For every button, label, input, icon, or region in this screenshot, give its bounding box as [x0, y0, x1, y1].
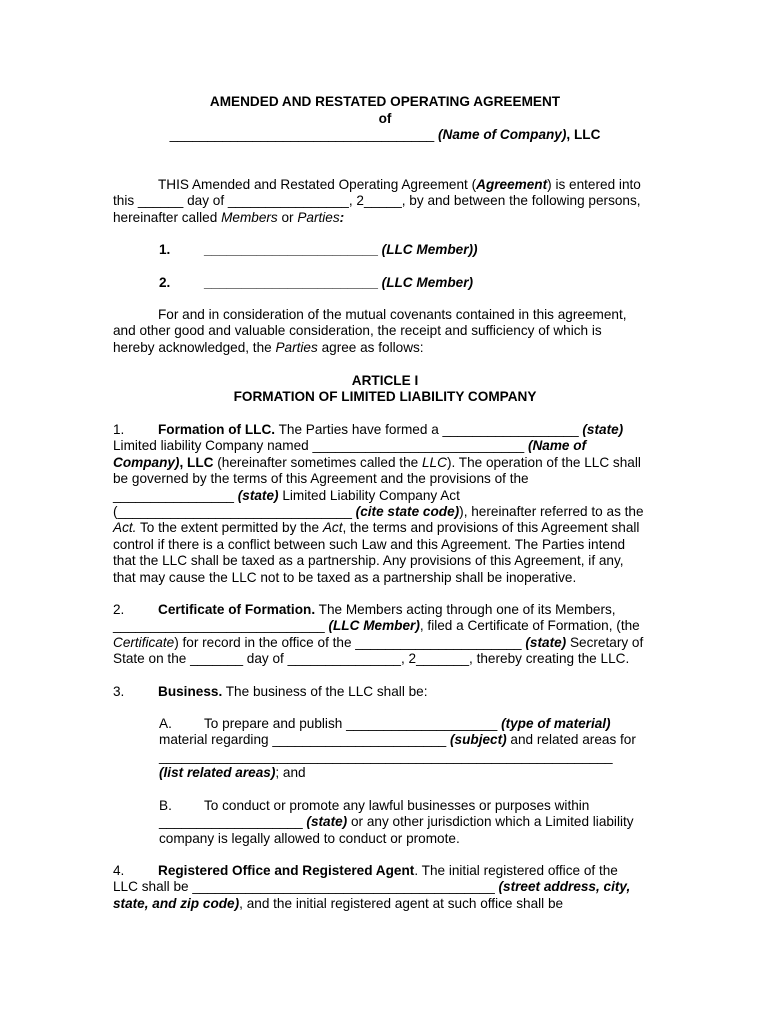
- section-text: (hereinafter sometimes called the: [213, 454, 422, 470]
- intro-text: hereinafter called: [113, 209, 222, 225]
- document-title: [0, 94, 770, 110]
- section-text: that may cause the LLC not to be taxed as a partnership shall be inoperative.: [113, 569, 577, 585]
- address-blank[interactable]: LLC shall be ________________________________________: [113, 879, 499, 895]
- parties-term: Parties: [275, 339, 318, 355]
- intro-text: THIS Amended and Restated Operating Agreement (: [158, 177, 477, 192]
- consideration-text: and other good and valuable consideration, the receipt and sufficiency of which is: [113, 323, 602, 339]
- member-number: 2.: [159, 275, 171, 290]
- section-text: State on the _______ day of _______________, 2_______, thereby creating the LLC.: [113, 651, 630, 667]
- state-blank[interactable]: ___________________: [159, 814, 307, 830]
- state-code-placeholder: (cite state code): [355, 504, 460, 520]
- section-text: Secretary of: [566, 634, 644, 650]
- consideration-text: agree as follows:: [317, 339, 424, 355]
- address-placeholder: state, and zip code): [113, 895, 240, 911]
- material-placeholder: (type of material): [501, 716, 611, 731]
- title-company-line: [0, 127, 770, 143]
- section-2-certificate: [113, 602, 658, 668]
- member-name-blank[interactable]: _______________________: [204, 275, 378, 290]
- section-text: be governed by the terms of this Agreement and the provisions of the: [113, 471, 529, 487]
- related-areas-blank[interactable]: ____________________________________________________________: [159, 748, 613, 764]
- intro-colon: :: [339, 209, 345, 225]
- state-code-blank[interactable]: (_______________________________: [113, 504, 356, 520]
- llc-suffix: , LLC: [566, 127, 601, 142]
- certificate-term: Certificate: [113, 634, 175, 650]
- title-of: [0, 111, 770, 127]
- parties-term: Parties: [297, 209, 340, 225]
- section-number: 4.: [113, 863, 125, 878]
- section-title: Registered Office and Registered Agent: [158, 863, 415, 878]
- llc-term: LLC: [422, 454, 447, 470]
- section-text: Limited Liability Company Act: [278, 487, 460, 503]
- business-item-b: [159, 798, 659, 847]
- item-label: B.: [159, 798, 172, 813]
- item-text: ; and: [275, 765, 306, 781]
- section-text: The Members acting through one of its Members,: [315, 602, 616, 617]
- member-label: (LLC Member): [381, 275, 474, 290]
- section-1-formation: [113, 422, 658, 586]
- member-entry-2: [159, 275, 659, 291]
- state-placeholder: (state): [306, 814, 348, 830]
- intro-text: or: [277, 209, 298, 225]
- item-label: A.: [159, 716, 172, 731]
- section-text: ) for record in the office of the ______________________: [174, 634, 526, 650]
- section-text: ), hereinafter referred to as the: [459, 504, 644, 520]
- section-text: that the LLC shall be taxed as a partnership. Any provisions of this Agreement, if any,: [113, 553, 624, 569]
- member-number: 1.: [159, 242, 171, 257]
- business-item-a: [159, 716, 659, 782]
- intro-paragraph: [113, 177, 658, 226]
- state-placeholder: (state): [525, 634, 567, 650]
- section-text: The business of the LLC shall be:: [222, 684, 428, 699]
- section-text: control if there is a conflict between such Law and this Agreement. The Parties intend: [113, 536, 626, 552]
- members-term: Members: [221, 209, 278, 225]
- section-text: , the terms and provisions of this Agreement shall: [342, 520, 640, 536]
- section-text: ). The operation of the LLC shall: [446, 454, 641, 470]
- section-text: , and the initial registered agent at such office shall be: [239, 895, 564, 911]
- item-text: and related areas for: [506, 732, 636, 748]
- consideration-text: hereby acknowledged, the: [113, 339, 276, 355]
- state-placeholder: (state): [582, 422, 624, 437]
- agreement-term: Agreement: [476, 177, 548, 192]
- article-subheading: [0, 389, 770, 405]
- title-line: AMENDED AND RESTATED OPERATING AGREEMENT: [209, 94, 561, 109]
- related-areas-placeholder: (list related areas): [159, 765, 276, 781]
- intro-date-line: this ______ day of ________________, 2_____, by and between the following persons,: [113, 193, 641, 209]
- section-title: Formation of LLC.: [158, 422, 276, 437]
- address-placeholder: (street address, city,: [498, 879, 631, 895]
- company-name-placeholder: (Name of: [527, 438, 587, 454]
- section-text: Limited liability Company named ____________________________: [113, 438, 528, 454]
- section-number: 2.: [113, 602, 125, 617]
- article-title: FORMATION OF LIMITED LIABILITY COMPANY: [233, 389, 537, 404]
- act-term: Act: [322, 520, 343, 536]
- article-heading: [0, 373, 770, 389]
- item-text: material regarding _______________________: [159, 732, 450, 748]
- company-name-blank[interactable]: ___________________________________: [169, 127, 435, 142]
- section-number: 3.: [113, 684, 125, 699]
- section-title: Certificate of Formation.: [158, 602, 316, 617]
- consideration-paragraph: [113, 307, 658, 356]
- llc-suffix: , LLC: [179, 454, 214, 470]
- company-name-placeholder: (Name of Company): [438, 127, 567, 142]
- section-text: To the extent permitted by the: [136, 520, 323, 536]
- intro-text: ) is entered into: [547, 177, 641, 192]
- section-text: , filed a Certificate of Formation, (the: [419, 618, 640, 634]
- title-of-text: of: [378, 111, 392, 126]
- member-name-blank[interactable]: _______________________: [204, 242, 378, 257]
- member-entry-1: [159, 242, 659, 258]
- member-name-blank[interactable]: ____________________________: [113, 618, 329, 634]
- member-placeholder: (LLC Member): [328, 618, 420, 634]
- act-term: Act.: [113, 520, 137, 536]
- member-label: (LLC Member)): [381, 242, 478, 257]
- item-text: To conduct or promote any lawful businesses or purposes within: [204, 798, 590, 813]
- item-text: To prepare and publish ____________________: [204, 716, 502, 731]
- consideration-text: For and in consideration of the mutual covenants contained in this agreement,: [158, 307, 627, 322]
- section-4-registered-office: [113, 863, 658, 912]
- section-text: . The initial registered office of the: [414, 863, 618, 878]
- subject-placeholder: (subject): [450, 732, 507, 748]
- state-blank[interactable]: ________________: [113, 487, 238, 503]
- section-number: 1.: [113, 422, 125, 437]
- state-placeholder: (state): [237, 487, 279, 503]
- section-title: Business.: [158, 684, 223, 699]
- article-number: ARTICLE I: [351, 373, 419, 388]
- company-name-placeholder: Company): [113, 454, 180, 470]
- item-text: company is legally allowed to conduct or promote.: [159, 830, 460, 846]
- item-text: or any other jurisdiction which a Limited liability: [347, 814, 634, 830]
- section-3-business: [113, 684, 658, 700]
- section-text: The Parties have formed a __________________: [275, 422, 583, 437]
